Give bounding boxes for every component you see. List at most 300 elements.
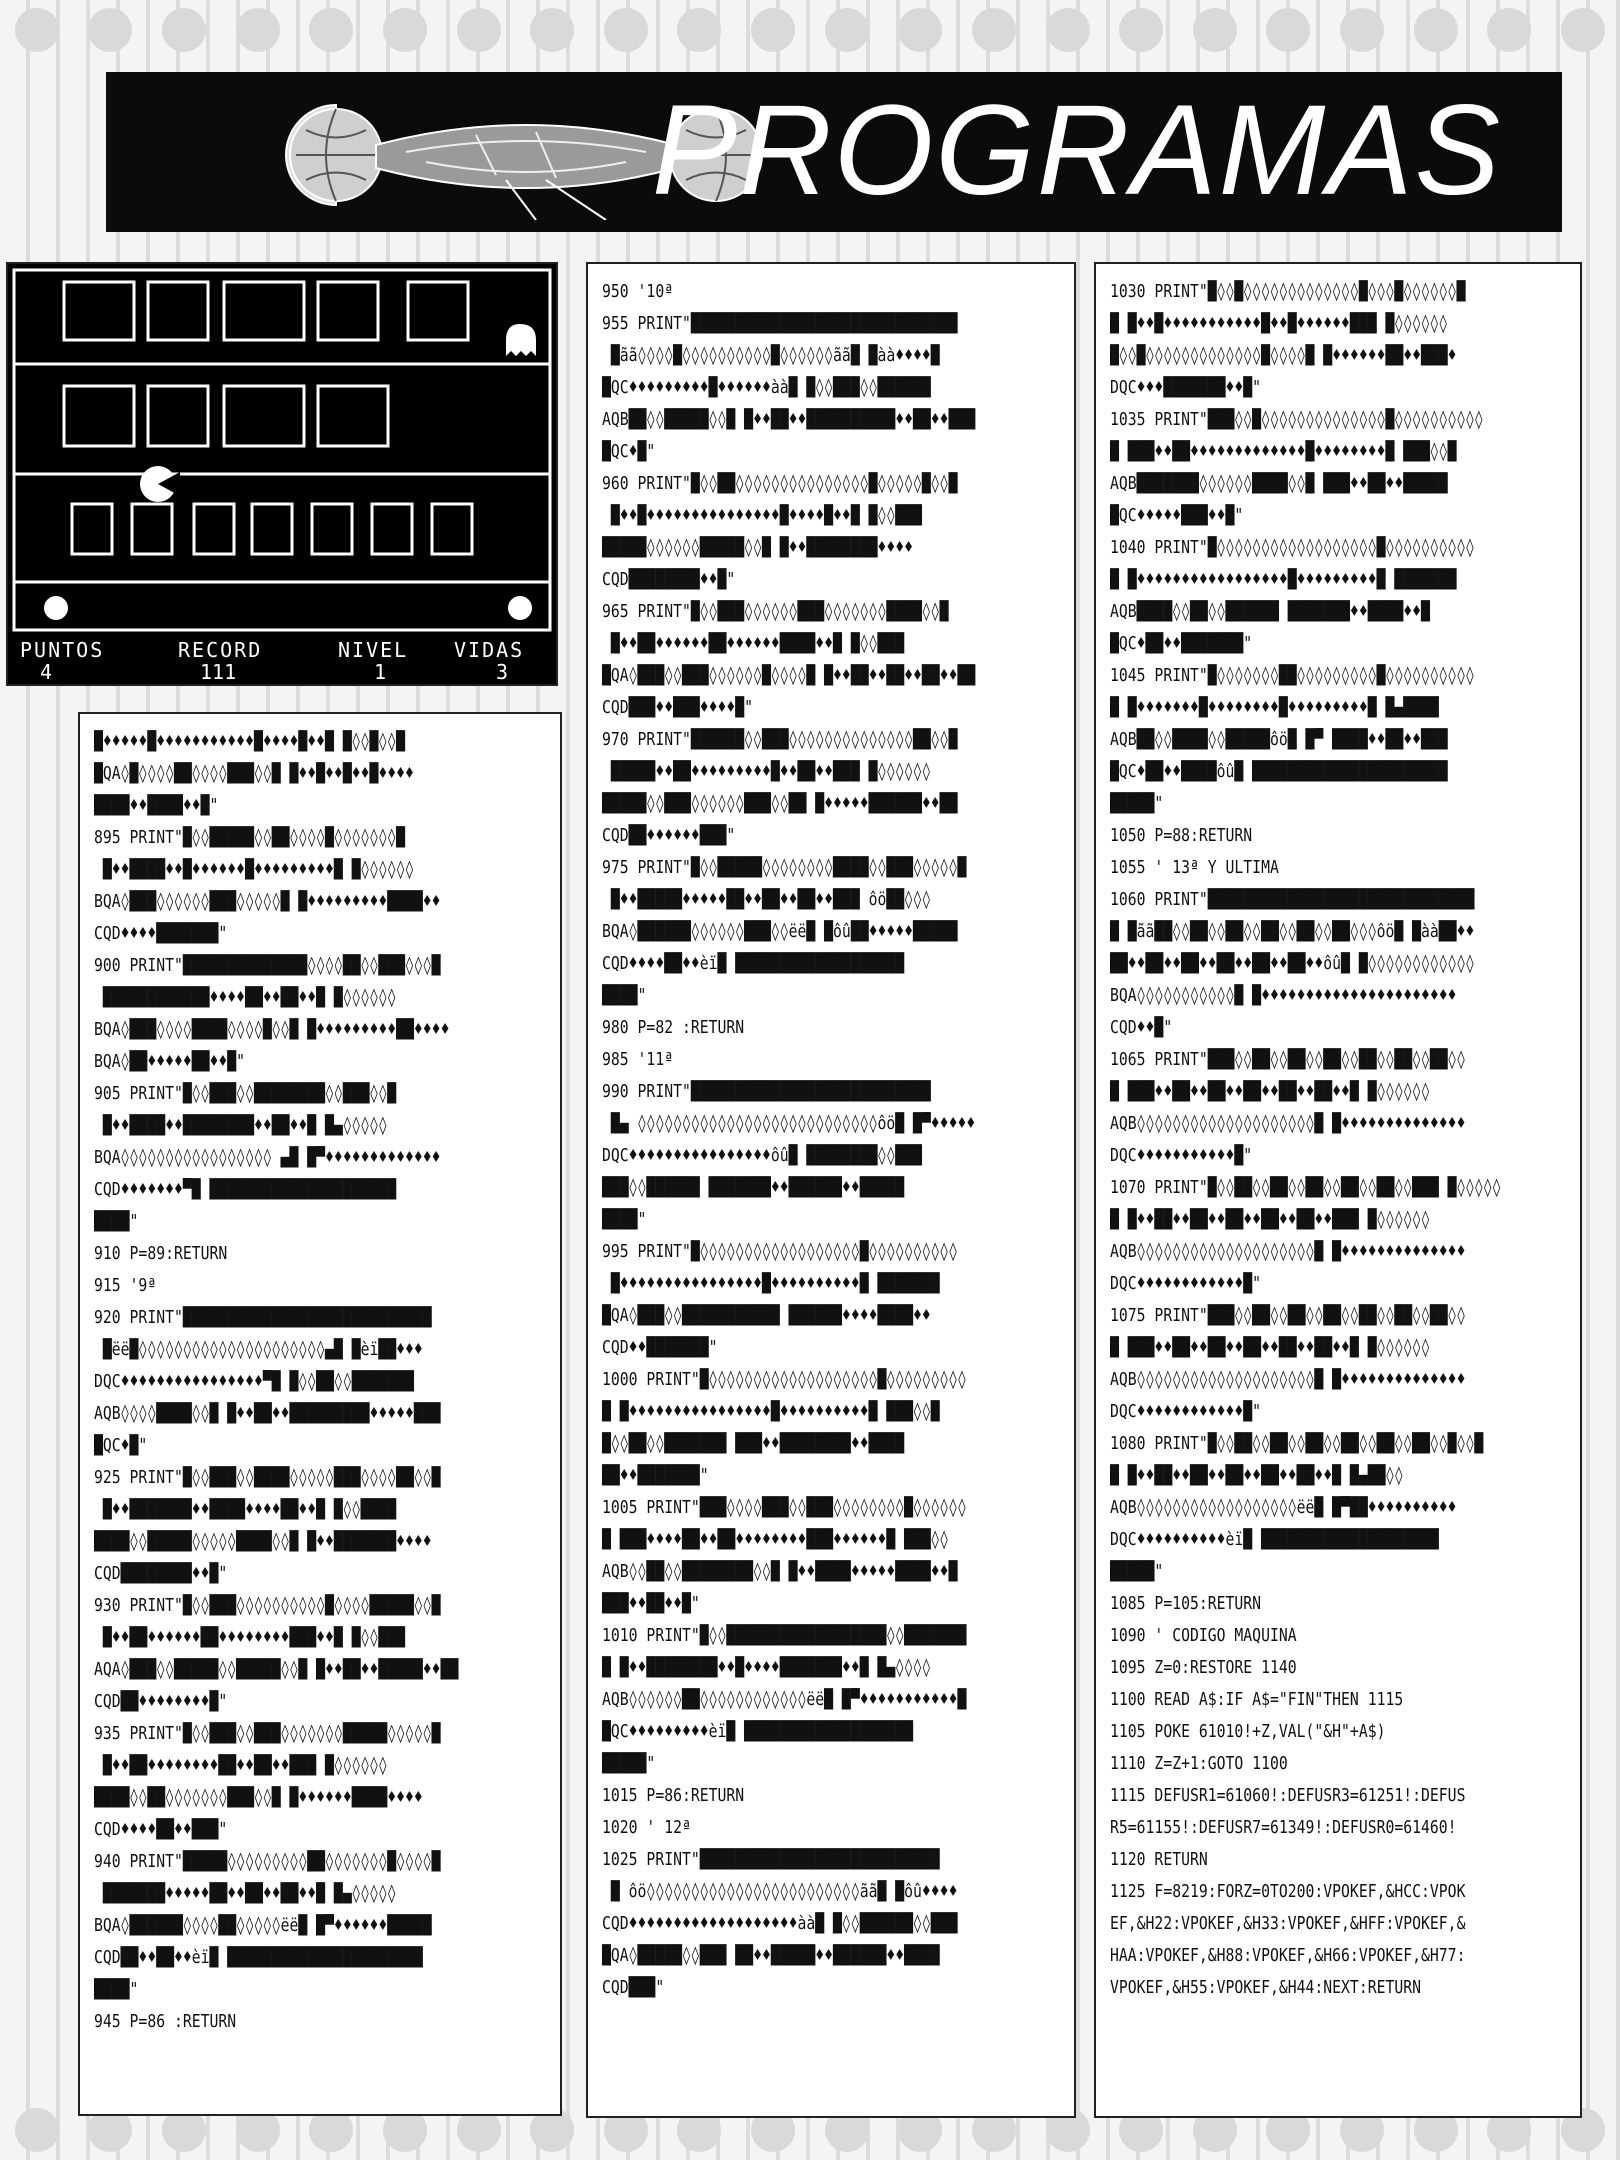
code-line-text: 1020 ' 12ª (602, 1817, 691, 1838)
code-line (94, 1782, 546, 1814)
code-line (94, 886, 546, 918)
code-line (1110, 1716, 1566, 1748)
code-line (1110, 1076, 1566, 1108)
code-line (602, 628, 1060, 660)
code-line-text: █ ôö◊◊◊◊◊◊◊◊◊◊◊◊◊◊◊◊◊◊◊◊◊◊◊◊ãã█ █ôû♦♦♦♦ (602, 1881, 958, 1902)
code-line (602, 532, 1060, 564)
code-line-text: 1125 F=8219:FORZ=0TO200:VPOKEF,&HCC:VPOK (1110, 1881, 1466, 1902)
code-line-text: CQD♦♦♦♦♦♦♦♦♦♦♦♦♦♦♦♦♦♦♦àà█ █◊◊██████◊◊███ (602, 1913, 958, 1934)
code-line (1110, 1396, 1566, 1428)
code-line-text: █ ███♦♦██♦♦██♦♦██♦♦██♦♦██♦♦█ █◊◊◊◊◊◊ (1110, 1337, 1430, 1358)
code-line (602, 1172, 1060, 1204)
code-line (94, 1974, 546, 2006)
code-line-text: █◊◊██◊◊███████ ███♦♦████████♦♦████ (602, 1433, 905, 1454)
code-line (602, 1556, 1060, 1588)
code-line-text: 990 PRINT"███████████████████████████ (602, 1081, 931, 1102)
code-line-text: ██♦♦███████" (602, 1465, 709, 1486)
hud-label-record: RECORD (178, 638, 263, 662)
code-line-text: CQD♦♦♦♦██♦♦███" (94, 1819, 228, 1840)
code-line (1110, 1748, 1566, 1780)
code-line-text: CQD♦♦♦♦███████" (94, 923, 228, 944)
code-line-text: 1015 P=86:RETURN (602, 1785, 745, 1806)
code-line-text: █QC♦██♦♦███████" (1110, 633, 1253, 654)
code-line-text: █♦♦████♦♦████████♦♦██♦♦█ █▄◊◊◊◊◊ (94, 1115, 388, 1136)
code-line-text: █ ███♦♦██♦♦██♦♦██♦♦██♦♦██♦♦█ █◊◊◊◊◊◊ (1110, 1081, 1430, 1102)
code-line (602, 1524, 1060, 1556)
code-line (1110, 596, 1566, 628)
code-line (94, 1174, 546, 1206)
code-line (602, 724, 1060, 756)
code-line-text: 1030 PRINT"█◊◊█◊◊◊◊◊◊◊◊◊◊◊◊◊█◊◊◊█◊◊◊◊◊◊█ (1110, 281, 1466, 302)
hud-value-nivel: 1 (374, 660, 387, 684)
code-line (1110, 276, 1566, 308)
code-line (94, 1078, 546, 1110)
code-line (1110, 1236, 1566, 1268)
code-line (602, 372, 1060, 404)
code-line (94, 1654, 546, 1686)
code-line-text: DQC♦♦♦♦♦♦♦♦♦♦♦♦♦♦♦♦ôû█ ████████◊◊███ (602, 1145, 922, 1166)
code-line-text: 950 '10ª (602, 281, 674, 302)
code-line (1110, 1492, 1566, 1524)
code-line-text: ██♦♦██♦♦██♦♦██♦♦██♦♦██♦♦ôû█ █◊◊◊◊◊◊◊◊◊◊◊◊ (1110, 953, 1475, 974)
code-line-text: ████♦♦████♦♦█" (94, 795, 219, 816)
code-line (94, 1494, 546, 1526)
code-line-text: █QC♦♦♦♦♦♦♦♦♦█♦♦♦♦♦♦àà█ █◊◊███◊◊██████ (602, 377, 931, 398)
code-line-text: CQD███" (602, 1977, 665, 1998)
apple-icon (44, 596, 68, 620)
code-line (602, 1748, 1060, 1780)
code-line (94, 1334, 546, 1366)
code-line-text: 910 P=89:RETURN (94, 1243, 228, 1264)
code-line (1110, 1460, 1566, 1492)
code-line-text: █ █♦♦♦♦♦♦♦♦♦♦♦♦♦♦♦♦♦█♦♦♦♦♦♦♦♦♦█ ███████ (1110, 569, 1457, 590)
code-line-text: █QC♦█" (602, 441, 656, 462)
code-line (1110, 756, 1566, 788)
code-line-text: DQC♦♦♦███████♦♦█" (1110, 377, 1262, 398)
code-line-text: █QA◊█████◊◊███ ██♦♦█████♦♦██████♦♦████ (602, 1945, 940, 1966)
code-line (1110, 1364, 1566, 1396)
code-line-text: 1080 PRINT"█◊◊██◊◊██◊◊██◊◊██◊◊██◊◊██◊◊█◊◊█ (1110, 1433, 1484, 1454)
code-line-text: AQB◊◊◊◊◊◊◊◊◊◊◊◊◊◊◊◊◊◊ëë█ █▀██♦♦♦♦♦♦♦♦♦♦ (1110, 1497, 1457, 1518)
code-line-text: AQB██◊◊████◊◊█████ôö█ █▀ ████♦♦██♦♦███ (1110, 729, 1448, 750)
code-line-text: ███████♦♦♦♦♦██♦♦██♦♦██♦♦█ █▄◊◊◊◊◊ (94, 1883, 397, 1904)
code-line-text: 1000 PRINT"█◊◊◊◊◊◊◊◊◊◊◊◊◊◊◊◊◊◊◊█◊◊◊◊◊◊◊◊◊ (602, 1369, 967, 1390)
code-line (94, 1014, 546, 1046)
ghost-icon (506, 324, 536, 356)
code-line-text: CQD♦♦███████" (602, 1337, 718, 1358)
code-line-text: 1105 POKE 61010!+Z,VAL("&H"+A$) (1110, 1721, 1386, 1742)
code-line (602, 1716, 1060, 1748)
code-line-text: ████◊◊██◊◊◊◊◊◊◊███◊◊█ █♦♦♦♦♦♦████♦♦♦♦ (94, 1787, 423, 1808)
code-line (94, 1814, 546, 1846)
code-line (602, 852, 1060, 884)
code-line-text: 915 '9ª (94, 1275, 157, 1296)
code-line-text: 1110 Z=Z+1:GOTO 1100 (1110, 1753, 1288, 1774)
code-line (1110, 788, 1566, 820)
code-line-text: █████" (1110, 793, 1164, 814)
code-line-text: 1005 PRINT"███◊◊◊◊███◊◊███◊◊◊◊◊◊◊◊█◊◊◊◊◊◊ (602, 1497, 967, 1518)
code-line-text: █ █♦♦██♦♦██♦♦██♦♦██♦♦██♦♦███ █◊◊◊◊◊◊ (1110, 1209, 1430, 1230)
code-line (602, 1236, 1060, 1268)
code-line (1110, 468, 1566, 500)
code-line-text: 900 PRINT"██████████████◊◊◊◊██◊◊███◊◊◊█ (94, 955, 441, 976)
code-line (94, 918, 546, 950)
code-line-text: █◊◊█◊◊◊◊◊◊◊◊◊◊◊◊◊█◊◊◊◊█ █♦♦♦♦♦♦██♦♦███♦ (1110, 345, 1457, 366)
code-line (602, 1012, 1060, 1044)
code-line (602, 1940, 1060, 1972)
code-line (602, 1332, 1060, 1364)
code-line (94, 1110, 546, 1142)
code-line-text: CQD███♦♦███♦♦♦♦█" (602, 697, 754, 718)
code-line (1110, 340, 1566, 372)
code-line (1110, 1204, 1566, 1236)
code-line (1110, 1108, 1566, 1140)
code-line-text: DQC♦♦♦♦♦♦♦♦♦♦èï█ ████████████████████ (1110, 1529, 1439, 1550)
code-line-text: 1050 P=88:RETURN (1110, 825, 1253, 846)
code-line-text: ████◊◊█████◊◊◊◊◊████◊◊█ █♦♦███████♦♦♦♦ (94, 1531, 432, 1552)
code-line (602, 1588, 1060, 1620)
code-line-text: █████" (1110, 1561, 1164, 1582)
code-line (602, 660, 1060, 692)
code-line (602, 596, 1060, 628)
code-line-text: 935 PRINT"█◊◊███◊◊███◊◊◊◊◊◊◊█████◊◊◊◊◊█ (94, 1723, 441, 1744)
code-line-text: 1120 RETURN (1110, 1849, 1208, 1870)
code-line (602, 1364, 1060, 1396)
code-line (1110, 980, 1566, 1012)
code-line (602, 1076, 1060, 1108)
code-line-text: █ █♦♦█♦♦♦♦♦♦♦♦♦♦♦█♦♦█♦♦♦♦♦♦███ █◊◊◊◊◊◊ (1110, 313, 1448, 334)
code-line (1110, 916, 1566, 948)
code-line (94, 1398, 546, 1430)
code-line-text: █♦♦██♦♦♦♦♦♦██♦♦♦♦♦♦████♦♦█ █◊◊███ (602, 633, 905, 654)
code-line-text: █ █♦♦████████♦♦█♦♦♦♦███████♦♦█ █▄◊◊◊◊ (602, 1657, 931, 1678)
code-line (602, 692, 1060, 724)
code-line-text: 1040 PRINT"█◊◊◊◊◊◊◊◊◊◊◊◊◊◊◊◊◊◊█◊◊◊◊◊◊◊◊◊◊ (1110, 537, 1475, 558)
code-line-text: █ █♦♦♦♦♦♦♦█♦♦♦♦♦♦♦♦█♦♦♦♦♦♦♦♦♦█ █▄████ (1110, 697, 1439, 718)
code-line (602, 564, 1060, 596)
code-line-text: 1075 PRINT"███◊◊██◊◊██◊◊██◊◊██◊◊██◊◊██◊◊ (1110, 1305, 1466, 1326)
code-line (1110, 820, 1566, 852)
code-line (94, 2006, 546, 2038)
code-line-text: █♦♦♦♦♦♦♦♦♦♦♦♦♦♦♦♦█♦♦♦♦♦♦♦♦♦♦█ ███████ (602, 1273, 940, 1294)
code-line-text: █████◊◊◊◊◊◊█████◊◊█ █♦♦████████♦♦♦♦ (602, 537, 914, 558)
code-line-text: CQD♦♦♦♦██♦♦èï█ ███████████████████ (602, 953, 905, 974)
code-line (602, 1396, 1060, 1428)
code-line-text: HAA:VPOKEF,&H88:VPOKEF,&H66:VPOKEF,&H77: (1110, 1945, 1466, 1966)
maze-board (8, 264, 556, 636)
code-line (94, 1942, 546, 1974)
code-line-text: AQB◊◊◊◊◊◊◊◊◊◊◊◊◊◊◊◊◊◊◊◊█ █♦♦♦♦♦♦♦♦♦♦♦♦♦♦ (1110, 1241, 1466, 1262)
code-line-text: 975 PRINT"█◊◊█████◊◊◊◊◊◊◊◊████◊◊███◊◊◊◊◊█ (602, 857, 967, 878)
code-line (1110, 1652, 1566, 1684)
code-line-text: DQC♦♦♦♦♦♦♦♦♦♦♦♦█" (1110, 1401, 1262, 1422)
code-line (94, 854, 546, 886)
code-line-text: ████" (602, 1209, 647, 1230)
code-line (1110, 692, 1566, 724)
code-line-text: BQA◊██████◊◊◊◊◊◊███◊◊ëë█ █ôû██♦♦♦♦♦█████ (602, 921, 958, 942)
code-line-text: AQB██◊◊█████◊◊█ █♦♦██♦♦██████████♦♦██♦♦███ (602, 409, 976, 430)
code-line (1110, 852, 1566, 884)
code-line (602, 788, 1060, 820)
code-line (1110, 1588, 1566, 1620)
code-line (602, 1684, 1060, 1716)
code-line-text: 1090 ' CODIGO MAQUINA (1110, 1625, 1297, 1646)
code-line-text: 960 PRINT"█◊◊██◊◊◊◊◊◊◊◊◊◊◊◊◊◊◊█◊◊◊◊◊█◊◊█ (602, 473, 958, 494)
code-line (1110, 884, 1566, 916)
code-line-text: AQA◊███◊◊█████◊◊█████◊◊█ █♦♦██♦♦█████♦♦██ (94, 1659, 459, 1680)
hud-value-vidas: 3 (496, 660, 509, 684)
code-line-text: BQA◊██♦♦♦♦♦██♦♦█" (94, 1051, 246, 1072)
hud-label-vidas: VIDAS (454, 638, 525, 662)
game-screenshot (6, 262, 558, 686)
code-line (602, 820, 1060, 852)
code-line-text: AQB◊◊◊◊████◊◊█ █♦♦██♦♦█████████♦♦♦♦♦███ (94, 1403, 441, 1424)
code-line-text: BQA◊◊◊◊◊◊◊◊◊◊◊◊◊◊◊◊◊ ▄█ █▀♦♦♦♦♦♦♦♦♦♦♦♦♦ (94, 1147, 441, 1168)
code-line (1110, 1844, 1566, 1876)
code-line-text: AQB◊◊◊◊◊◊██◊◊◊◊◊◊◊◊◊◊◊◊ëë█ █▀♦♦♦♦♦♦♦♦♦♦♦█ (602, 1689, 967, 1710)
hud-value-puntos: 4 (40, 660, 53, 684)
code-line (1110, 1876, 1566, 1908)
code-line-text: VPOKEF,&H55:VPOKEF,&H44:NEXT:RETURN (1110, 1977, 1422, 1998)
code-line-text: CQD████████♦♦█" (602, 569, 736, 590)
code-line-text: █QA◊███◊◊███████████ ██████♦♦♦♦████♦♦ (602, 1305, 931, 1326)
code-line-text: AQB███████◊◊◊◊◊◊████◊◊█ ███♦♦██♦♦█████ (1110, 473, 1448, 494)
code-line (94, 1430, 546, 1462)
code-line-text: 1115 DEFUSR1=61060!:DEFUSR3=61251!:DEFUS (1110, 1785, 1466, 1806)
code-line-text: 970 PRINT"██████◊◊███◊◊◊◊◊◊◊◊◊◊◊◊◊◊██◊◊█ (602, 729, 958, 750)
code-line (602, 1204, 1060, 1236)
code-line-text: ████" (602, 985, 647, 1006)
code-line (94, 1878, 546, 1910)
hud-label-puntos: PUNTOS (20, 638, 105, 662)
code-line-text: █♦♦█♦♦♦♦♦♦♦♦♦♦♦♦♦♦♦█♦♦♦♦█♦♦█ █◊◊███ (602, 505, 922, 526)
code-line-text: R5=61155!:DEFUSR7=61349!:DEFUSR0=61460! (1110, 1817, 1457, 1838)
code-line (1110, 1044, 1566, 1076)
code-line (602, 1812, 1060, 1844)
code-line (602, 276, 1060, 308)
code-line (1110, 404, 1566, 436)
code-line (94, 1590, 546, 1622)
code-line-text: AQB████◊◊██◊◊██████ ███████♦♦████♦♦█ (1110, 601, 1430, 622)
code-line (1110, 1524, 1566, 1556)
code-line-text: ████" (94, 1979, 139, 2000)
code-line-text: 1010 PRINT"█◊◊██████████████████◊◊███████ (602, 1625, 967, 1646)
code-line (94, 1366, 546, 1398)
code-line (1110, 1268, 1566, 1300)
code-line-text: AQB◊◊◊◊◊◊◊◊◊◊◊◊◊◊◊◊◊◊◊◊█ █♦♦♦♦♦♦♦♦♦♦♦♦♦♦ (1110, 1113, 1466, 1134)
code-line (1110, 1620, 1566, 1652)
code-line (94, 950, 546, 982)
code-line (602, 340, 1060, 372)
code-line (94, 1750, 546, 1782)
code-line (94, 1462, 546, 1494)
code-line-text: █████◊◊███◊◊◊◊◊◊███◊◊██ █♦♦♦♦♦██████♦♦██ (602, 793, 958, 814)
code-line-text: █ëë█◊◊◊◊◊◊◊◊◊◊◊◊◊◊◊◊◊◊◊◊◊▄█ █èï██♦♦♦ (94, 1339, 423, 1360)
code-line-text: ███◊◊██████ ███████♦♦██████♦♦█████ (602, 1177, 905, 1198)
code-line-text: 980 P=82 :RETURN (602, 1017, 745, 1038)
code-line (94, 1558, 546, 1590)
code-line-text: █♦♦♦♦♦█♦♦♦♦♦♦♦♦♦♦♦█♦♦♦♦█♦♦█ █◊◊█◊◊█ (94, 731, 406, 752)
code-line (1110, 724, 1566, 756)
code-line (602, 1140, 1060, 1172)
code-line-text: CQD████████♦♦█" (94, 1563, 228, 1584)
code-line (1110, 1300, 1566, 1332)
code-line-text: 1035 PRINT"███◊◊█◊◊◊◊◊◊◊◊◊◊◊◊◊◊█◊◊◊◊◊◊◊◊◊◊ (1110, 409, 1484, 430)
code-line (602, 980, 1060, 1012)
code-line (1110, 532, 1566, 564)
code-line (1110, 500, 1566, 532)
code-line-text: █♦♦█████♦♦♦♦♦██♦♦██♦♦██♦♦███ ôö██◊◊◊ (602, 889, 931, 910)
code-line (602, 1620, 1060, 1652)
code-line (602, 1268, 1060, 1300)
code-line (1110, 948, 1566, 980)
code-line (602, 308, 1060, 340)
code-line (1110, 564, 1566, 596)
code-line-text: 925 PRINT"█◊◊███◊◊████◊◊◊◊◊███◊◊◊◊██◊◊█ (94, 1467, 441, 1488)
code-line (1110, 1812, 1566, 1844)
code-line-text: █ █ãã██◊◊██◊◊██◊◊██◊◊██◊◊██◊◊◊ôö█ █àà██♦♦ (1110, 921, 1475, 942)
code-line-text: █♦♦██♦♦♦♦♦♦██♦♦♦♦♦♦♦♦███♦♦█ █◊◊███ (94, 1627, 406, 1648)
code-line (602, 1780, 1060, 1812)
code-line (602, 916, 1060, 948)
code-line (602, 1652, 1060, 1684)
code-line (602, 1876, 1060, 1908)
code-line-text: DQC♦♦♦♦♦♦♦♦♦♦♦♦█" (1110, 1273, 1262, 1294)
code-line (1110, 1012, 1566, 1044)
code-line (602, 1492, 1060, 1524)
code-line (1110, 1332, 1566, 1364)
code-line (602, 1108, 1060, 1140)
code-line (1110, 372, 1566, 404)
code-line-text: CQD♦♦♦♦♦♦♦▀█ █████████████████████ (94, 1179, 397, 1200)
code-line-text: ███♦♦██♦♦█" (602, 1593, 700, 1614)
code-line-text: DQC♦♦♦♦♦♦♦♦♦♦♦█" (1110, 1145, 1253, 1166)
code-line-text: 930 PRINT"█◊◊███◊◊◊◊◊◊◊◊◊◊█◊◊◊◊█████◊◊█ (94, 1595, 441, 1616)
code-line-text: █QA◊███◊◊███◊◊◊◊◊◊█◊◊◊◊█ █♦♦██♦♦██♦♦██♦♦██ (602, 665, 976, 686)
code-line (602, 948, 1060, 980)
code-line-text: 1095 Z=0:RESTORE 1140 (1110, 1657, 1297, 1678)
code-line (94, 822, 546, 854)
code-line-text: 920 PRINT"████████████████████████████ (94, 1307, 432, 1328)
code-line-text: BQA◊◊◊◊◊◊◊◊◊◊◊█ █♦♦♦♦♦♦♦♦♦♦♦♦♦♦♦♦♦♦♦♦♦♦ (1110, 985, 1457, 1006)
code-line-text: 905 PRINT"█◊◊███◊◊████████◊◊███◊◊█ (94, 1083, 397, 1104)
code-line-text: CQD██♦♦♦♦♦♦███" (602, 825, 736, 846)
section-header (106, 72, 1562, 232)
code-line (602, 1044, 1060, 1076)
code-line (602, 468, 1060, 500)
code-line-text: █♦♦███████♦♦████♦♦♦♦██♦♦█ █◊◊████ (94, 1499, 397, 1520)
code-line (94, 1142, 546, 1174)
code-line (94, 790, 546, 822)
code-line-text: CQD██♦♦♦♦♦♦♦♦█" (94, 1691, 228, 1712)
apple-icon (508, 596, 532, 620)
code-line (1110, 1556, 1566, 1588)
code-line (602, 1908, 1060, 1940)
listing-column-2 (586, 262, 1076, 2118)
code-line-text: █QC♦█" (94, 1435, 148, 1456)
code-line (1110, 436, 1566, 468)
code-line (1110, 1972, 1566, 2004)
code-line-text: █ ███♦♦██♦♦♦♦♦♦♦♦♦♦♦♦♦█♦♦♦♦♦♦♦♦█ ███◊◊█ (1110, 441, 1457, 462)
top-perforation (0, 0, 1620, 60)
code-line (602, 1972, 1060, 2004)
code-line-text: BQA◊██████◊◊◊◊██◊◊◊◊◊ëë█ █▀♦♦♦♦♦♦█████ (94, 1915, 432, 1936)
code-line-text: CQD██♦♦██♦♦èï█ ██████████████████████ (94, 1947, 423, 1968)
code-line-text: █ █♦♦♦♦♦♦♦♦♦♦♦♦♦♦♦♦█♦♦♦♦♦♦♦♦♦♦█ ███◊◊█ (602, 1401, 940, 1422)
code-line-text: AQB◊◊██◊◊████████◊◊█ █♦♦████♦♦♦♦♦████♦♦█ (602, 1561, 958, 1582)
code-line (602, 756, 1060, 788)
code-line (602, 1844, 1060, 1876)
code-line (94, 1302, 546, 1334)
code-line (94, 1910, 546, 1942)
code-line-text: █████♦♦██♦♦♦♦♦♦♦♦♦█♦♦██♦♦███ █◊◊◊◊◊◊ (602, 761, 931, 782)
code-line-text: 1065 PRINT"███◊◊██◊◊██◊◊██◊◊██◊◊██◊◊██◊◊ (1110, 1049, 1466, 1070)
code-line-text: EF,&H22:VPOKEF,&H33:VPOKEF,&HFF:VPOKEF,& (1110, 1913, 1466, 1934)
page-title: PROGRAMAS (651, 79, 1502, 222)
code-line-text: 1070 PRINT"█◊◊██◊◊██◊◊██◊◊██◊◊██◊◊███ █◊◊◊◊◊ (1110, 1177, 1501, 1198)
code-line (1110, 628, 1566, 660)
code-line-text: ████████████♦♦♦♦██♦♦██♦♦█ █◊◊◊◊◊◊ (94, 987, 397, 1008)
code-line-text: █QC♦██♦♦████ôû█ ██████████████████████ (1110, 761, 1448, 782)
code-line (94, 982, 546, 1014)
code-line (1110, 1428, 1566, 1460)
code-line (94, 1206, 546, 1238)
code-line (94, 1718, 546, 1750)
code-line (1110, 308, 1566, 340)
hud-label-nivel: NIVEL (338, 638, 409, 662)
code-line-text: █QC♦♦♦♦♦███♦♦█" (1110, 505, 1244, 526)
code-line-text: 1085 P=105:RETURN (1110, 1593, 1262, 1614)
code-line-text: █♦♦████♦♦█♦♦♦♦♦♦█♦♦♦♦♦♦♦♦♦█ █◊◊◊◊◊◊ (94, 859, 414, 880)
code-line-text: BQA◊███◊◊◊◊████◊◊◊◊█◊◊█ █♦♦♦♦♦♦♦♦♦██♦♦♦♦ (94, 1019, 450, 1040)
code-line (94, 1046, 546, 1078)
code-line-text: █████" (602, 1753, 656, 1774)
code-line-text: AQB◊◊◊◊◊◊◊◊◊◊◊◊◊◊◊◊◊◊◊◊█ █♦♦♦♦♦♦♦♦♦♦♦♦♦♦ (1110, 1369, 1466, 1390)
code-line (1110, 1940, 1566, 1972)
code-line (94, 1526, 546, 1558)
code-line-text: █ãã◊◊◊◊█◊◊◊◊◊◊◊◊◊◊█◊◊◊◊◊◊ãã█ █àà♦♦♦♦█ (602, 345, 940, 366)
code-line (1110, 1172, 1566, 1204)
code-line-text: █ ███♦♦♦♦██♦♦██♦♦♦♦♦♦♦♦███♦♦♦♦♦♦█ ███◊◊ (602, 1529, 949, 1550)
code-line-text: 1060 PRINT"██████████████████████████████ (1110, 889, 1475, 910)
code-line (1110, 1908, 1566, 1940)
code-line (1110, 1140, 1566, 1172)
listing-column-1 (78, 712, 562, 2116)
code-line-text: 965 PRINT"█◊◊███◊◊◊◊◊◊███◊◊◊◊◊◊◊████◊◊█ (602, 601, 949, 622)
code-line-text: 895 PRINT"█◊◊█████◊◊██◊◊◊◊█◊◊◊◊◊◊◊█ (94, 827, 406, 848)
code-line-text: 955 PRINT"██████████████████████████████ (602, 313, 958, 334)
code-line (1110, 1684, 1566, 1716)
game-hud (8, 636, 556, 684)
code-line (1110, 1780, 1566, 1812)
code-line-text: █ █♦♦██♦♦██♦♦██♦♦██♦♦██♦♦█ █▄██◊◊ (1110, 1465, 1404, 1486)
code-line-text: 985 '11ª (602, 1049, 674, 1070)
code-line-text: █♦♦██♦♦♦♦♦♦♦♦██♦♦██♦♦███ █◊◊◊◊◊◊ (94, 1755, 388, 1776)
code-line (602, 436, 1060, 468)
code-line (94, 1846, 546, 1878)
code-line-text: 1045 PRINT"█◊◊◊◊◊◊◊██◊◊◊◊◊◊◊◊◊█◊◊◊◊◊◊◊◊◊◊ (1110, 665, 1475, 686)
code-line (602, 884, 1060, 916)
code-line-text: 1100 READ A$:IF A$="FIN"THEN 1115 (1110, 1689, 1404, 1710)
code-line-text: BQA◊███◊◊◊◊◊◊███◊◊◊◊◊█ █♦♦♦♦♦♦♦♦♦████♦♦ (94, 891, 441, 912)
code-line (1110, 660, 1566, 692)
code-line-text: █▄ ◊◊◊◊◊◊◊◊◊◊◊◊◊◊◊◊◊◊◊◊◊◊◊◊◊◊◊ôö█ █▀♦♦♦♦♦ (602, 1113, 976, 1134)
code-line (602, 1428, 1060, 1460)
code-line (602, 1300, 1060, 1332)
code-line-text: 995 PRINT"█◊◊◊◊◊◊◊◊◊◊◊◊◊◊◊◊◊◊█◊◊◊◊◊◊◊◊◊◊ (602, 1241, 958, 1262)
code-line-text: █QC♦♦♦♦♦♦♦♦♦èï█ ███████████████████ (602, 1721, 914, 1742)
code-line (94, 758, 546, 790)
